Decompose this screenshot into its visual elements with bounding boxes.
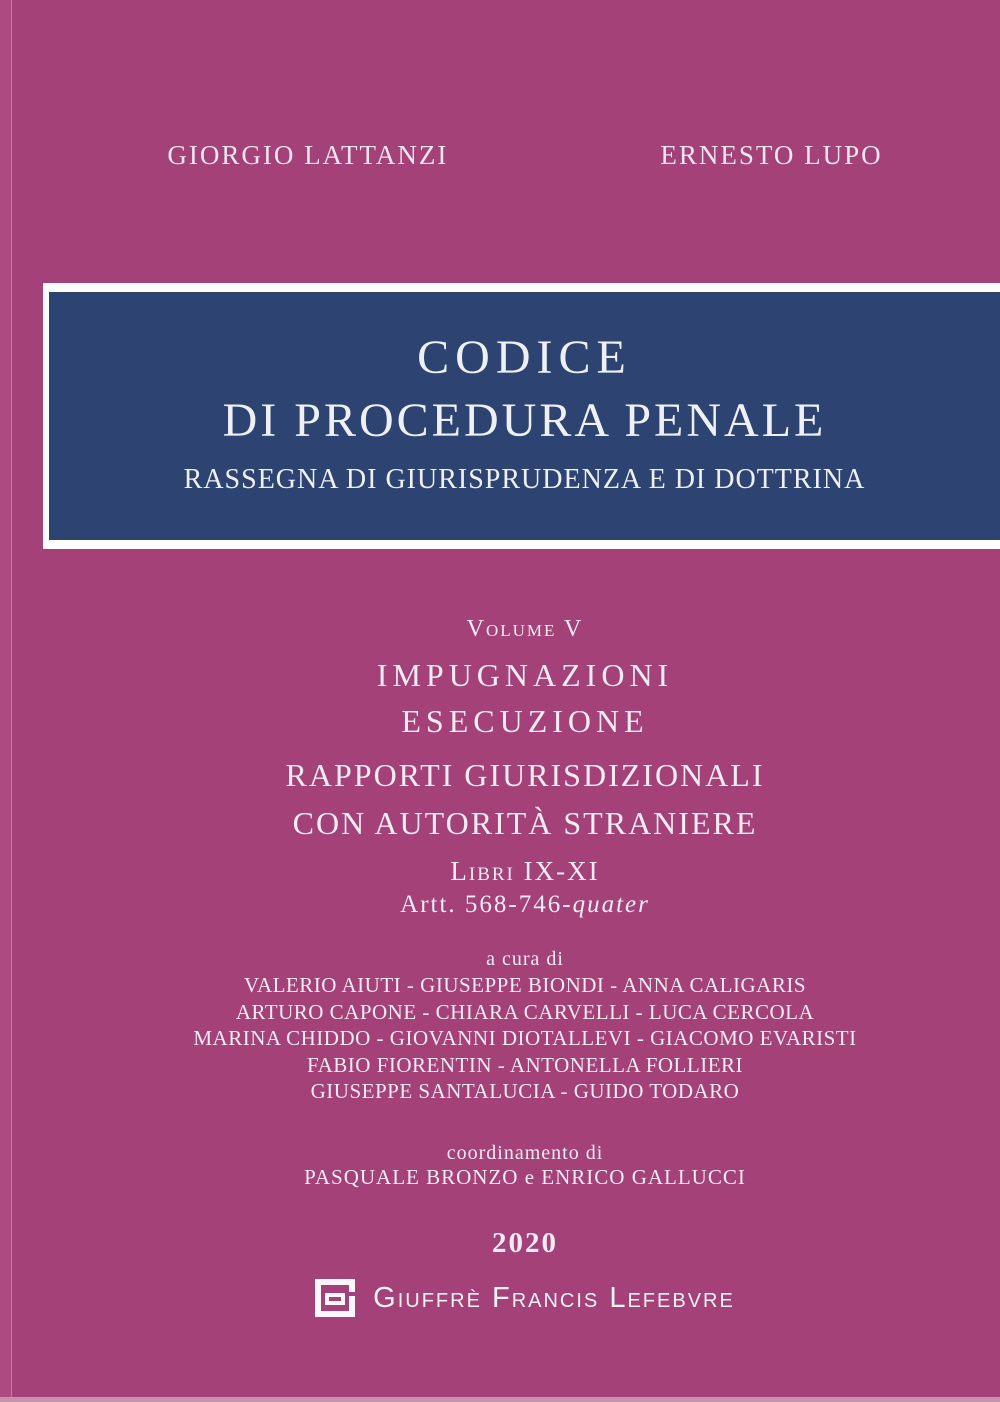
volume-title-impugnazioni: IMPUGNAZIONI (376, 657, 674, 693)
book-title-line1: CODICE (417, 331, 632, 384)
editors-line: ARTURO CAPONE - CHIARA CARVELLI - LUCA CERCOLA (235, 999, 815, 1024)
editors-line: GIUSEPPE SANTALUCIA - GUIDO TODARO (310, 1079, 740, 1103)
author-name-right: ERNESTO LUPO (660, 140, 883, 170)
articles-suffix-italic: quater (572, 891, 650, 918)
coordinators-names: PASQUALE BRONZO e ENRICO GALLUCCI (304, 1165, 746, 1189)
articles-prefix: Artt. 568-746- (400, 891, 573, 918)
editors-list (50, 972, 1000, 1105)
volume-title-esecuzione: ESECUZIONE (401, 703, 649, 739)
book-subtitle: RASSEGNA DI GIURISPRUDENZA E DI DOTTRINA (183, 464, 866, 495)
spine-edge (0, 0, 12, 1402)
section-title-line2: CON AUTORITÀ STRANIERE (292, 805, 758, 841)
volume-label: Volume V (466, 616, 584, 642)
title-banner (49, 292, 1000, 540)
curated-by-label: a cura di (486, 948, 564, 970)
giuffre-logo-icon (315, 1279, 355, 1317)
books-range-label: Libri IX-XI (450, 856, 600, 886)
editors-line: VALERIO AIUTI - GIUSEPPE BIONDI - ANNA CALIGARIS (243, 973, 807, 997)
coordination-label: coordinamento di (446, 1142, 604, 1164)
publisher-name: Giuffrè Francis Lefebvre (373, 1282, 735, 1314)
year-label: 2020 (492, 1227, 558, 1259)
book-title-line2: DI PROCEDURA PENALE (222, 394, 827, 447)
editors-line: FABIO FIORENTIN - ANTONELLA FOLLIERI (306, 1052, 744, 1077)
publisher-logo (50, 1277, 1000, 1319)
editors-line: MARINA CHIDDO - GIOVANNI DIOTALLEVI - GIACOMO EVARISTI (193, 1026, 857, 1050)
articles-range-label (50, 891, 1000, 919)
authors-row (50, 140, 1000, 170)
bottom-page-edge (0, 1397, 1000, 1402)
title-banner-frame (43, 283, 1000, 549)
author-name-left: GIORGIO LATTANZI (167, 140, 449, 170)
section-title-line1: RAPPORTI GIURISDIZIONALI (285, 757, 765, 793)
